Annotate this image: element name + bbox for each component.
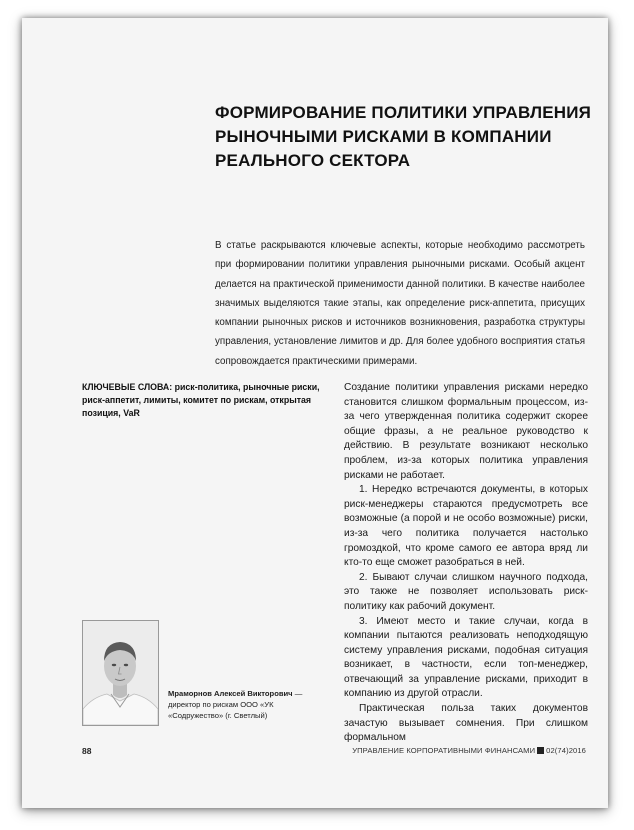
keywords-list: риск-политика, рыночные риски, риск-аппетит, лимиты, комитет по рискам, открытая позиция, VaR [82, 382, 320, 418]
journal-footer [352, 746, 586, 755]
article-title: ФОРМИРОВАНИЕ ПОЛИТИКИ УПРАВЛЕНИЯ РЫНОЧНЫМИ РИСКАМИ В КОМПАНИИ РЕАЛЬНОГО СЕКТОРА [215, 103, 592, 170]
body-paragraph: Создание политики управления рисками нередко становится слишком формальным процессом, из-за чего утвержденная политика содержит скорее общие фразы, а не реальное руководство к действию. В результате возникают несколько проблем, из-за которых политика управления рисками не работает. [344, 382, 588, 481]
journal-issue: 02(74)2016 [546, 746, 586, 755]
body-paragraph: 1. Нередко встречаются документы, в которых риск-менеджеры стараются предусмотреть все возможные (а порой и не особо возможные) риски, из-за чего политика получается настолько громоздкой, что кроме самого ее автора вряд ли кто-то еще сможет разобраться в ней. [344, 484, 588, 569]
journal-name: УПРАВЛЕНИЕ КОРПОРАТИВНЫМИ ФИНАНСАМИ [352, 746, 536, 755]
square-icon [537, 747, 544, 754]
page-number: 88 [82, 746, 92, 756]
body-paragraph: Практическая польза таких документов зачастую вызывает сомнения. При слишком формальном [344, 703, 588, 744]
keywords-block [82, 381, 332, 420]
author-portrait-image [83, 621, 158, 725]
journal-page [22, 18, 608, 808]
article-body [344, 381, 588, 746]
author-photo [82, 620, 159, 726]
author-description: — директор по рискам ООО «УК «Содружество» (г. Светлый) [168, 689, 303, 720]
author-name: Мраморнов Алексей Викторович [168, 689, 293, 698]
author-info [168, 688, 330, 721]
article-abstract: В статье раскрываются ключевые аспекты, которые необходимо рассмотреть при формировании политики управления рыночными рисками. Особый акцент делается на практической применимости данной политики. В качестве наиболее значимых выделяются такие этапы, как определение риск-аппетита, присущих компании рыночных рисков и источников возникновения, разработка структуры управления, установление лимитов и др. Для более удобного восприятия статья сопровождается практическими примерами. [215, 240, 585, 367]
body-paragraph: 2. Бывают случаи слишком научного подхода, это также не позволяет использовать риск-политику как рабочий документ. [344, 571, 588, 612]
body-paragraph: 3. Имеют место и такие случаи, когда в компании пытаются реализовать неподходящую систему управления рисками, подобная ситуация возникает, в частности, если топ-менеджер, отвечающий за управление рисками, приходит в компанию из другой отрасли. [344, 615, 588, 700]
keywords-label: КЛЮЧЕВЫЕ СЛОВА: [82, 382, 173, 392]
